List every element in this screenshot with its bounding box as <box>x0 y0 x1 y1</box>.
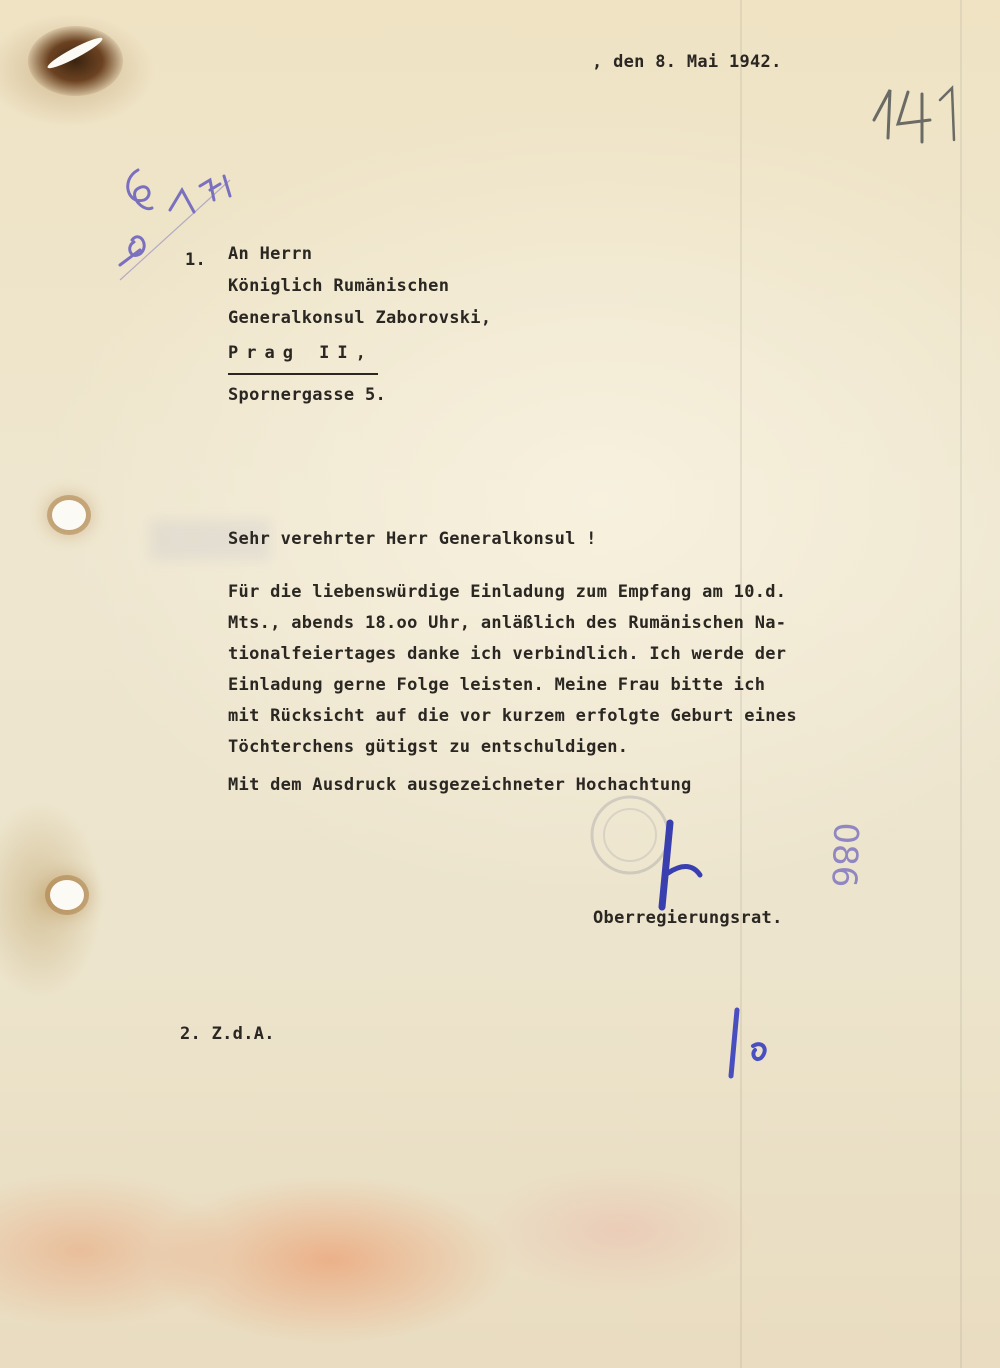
city-underline <box>228 373 378 375</box>
recipient-line-2: Königlich Rumänischen <box>228 276 450 296</box>
body-line: Einladung gerne Folge leisten. Meine Frau bitte ich <box>228 675 766 695</box>
body-line: mit Rücksicht auf die vor kurzem erfolgte Geburt eines <box>228 706 797 726</box>
recipient-city: Prag II, <box>228 343 374 363</box>
punch-hole-upper <box>52 500 86 530</box>
registry-number-mark: 086 <box>823 821 866 889</box>
body-line: tionalfeiertages danke ich verbindlich. Ich werde der <box>228 644 787 664</box>
signature-title: Oberregierungsrat. <box>593 908 783 928</box>
letter-date: , den 8. Mai 1942. <box>592 52 782 72</box>
recipient-line-1: An Herrn <box>228 244 313 264</box>
handwritten-page-number <box>860 80 970 150</box>
recipient-line-3: Generalkonsul Zaborovski, <box>228 308 492 328</box>
item-1-number: 1. <box>185 250 207 270</box>
item-2-filing-note: 2. Z.d.A. <box>180 1024 275 1044</box>
body-line: Töchterchens gütigst zu entschuldigen. <box>228 737 629 757</box>
punch-hole-lower <box>50 880 84 910</box>
received-date-mark <box>110 150 250 290</box>
salutation: Sehr verehrter Herr Generalkonsul ! <box>228 529 597 549</box>
blue-pencil-mark <box>715 1000 785 1090</box>
body-line: Für die liebenswürdige Einladung zum Empfang am 10.d. <box>228 582 787 602</box>
body-line: Mts., abends 18.oo Uhr, anläßlich des Rumänischen Na- <box>228 613 787 633</box>
paper-fold-line <box>960 0 962 1368</box>
signature-paraph <box>640 815 720 920</box>
recipient-street: Spornergasse 5. <box>228 385 387 405</box>
burn-mark <box>28 26 123 96</box>
closing-formula: Mit dem Ausdruck ausgezeichneter Hochachtung <box>228 775 692 795</box>
